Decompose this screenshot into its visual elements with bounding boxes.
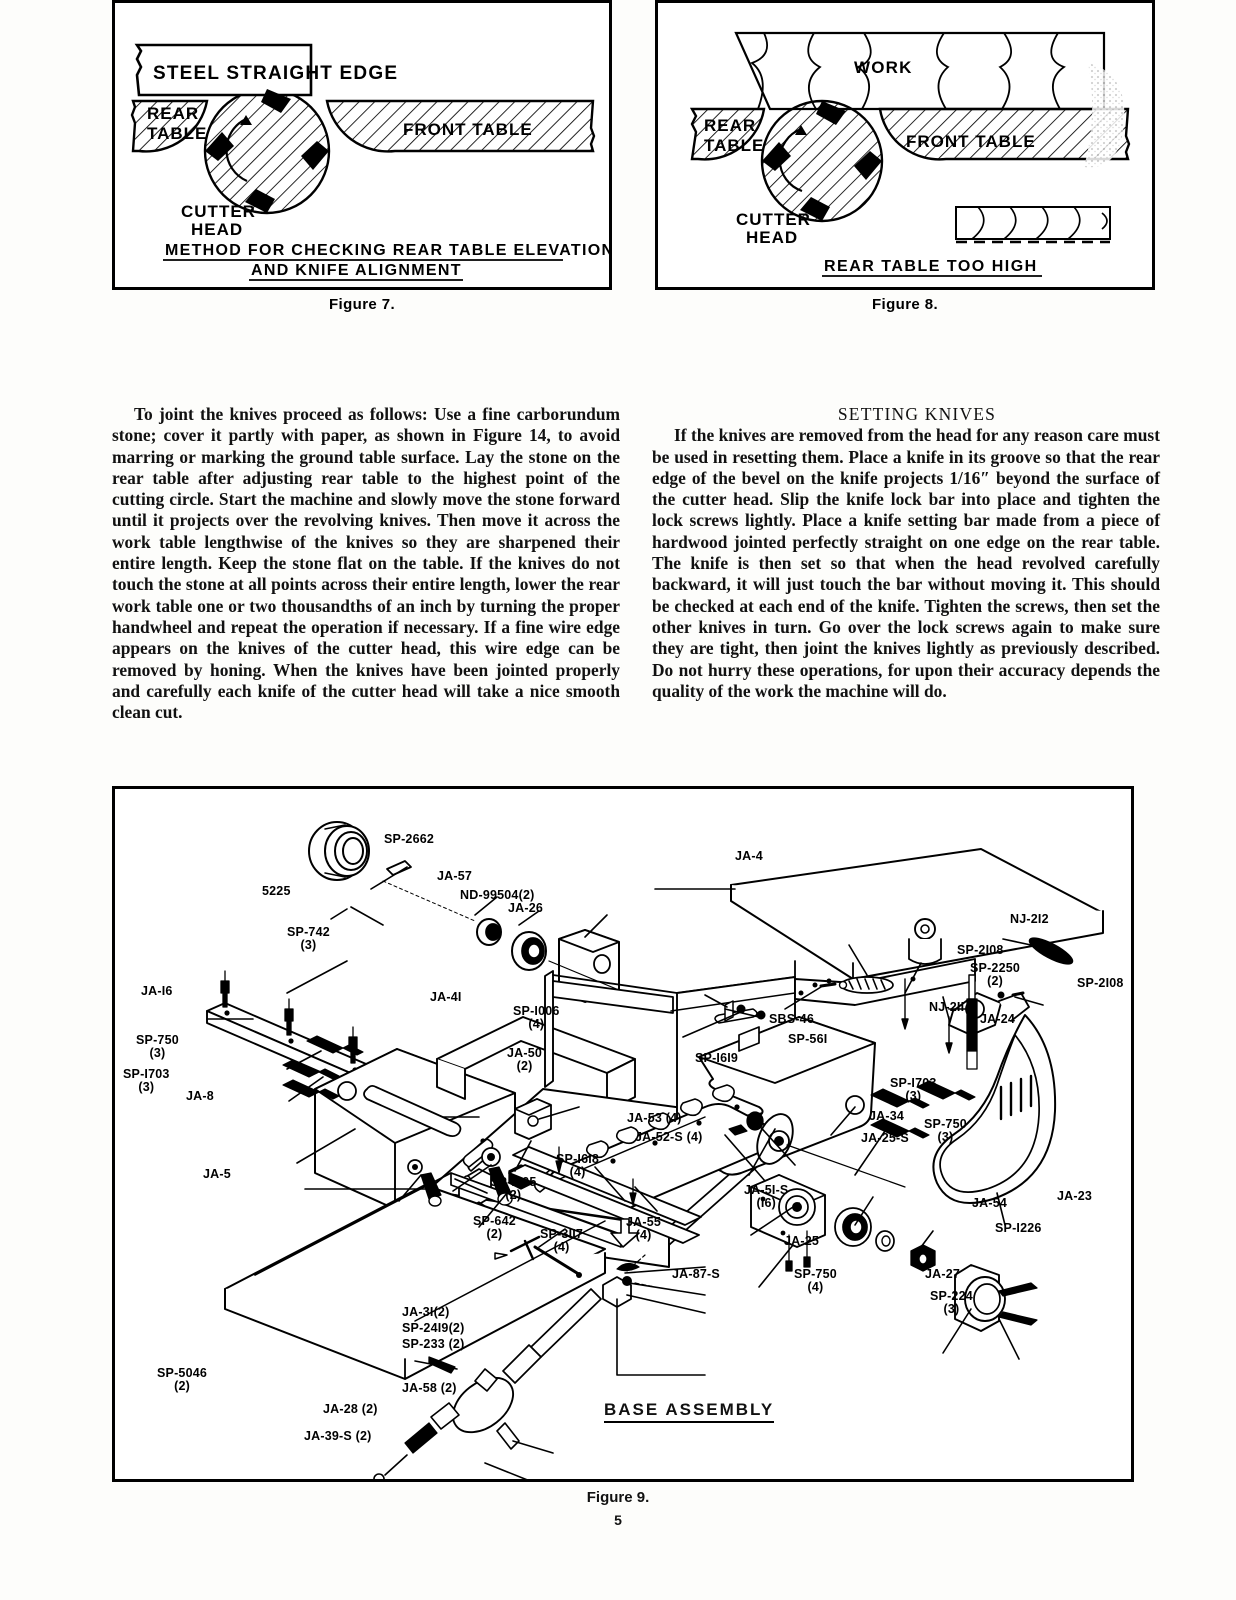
- callout-ja25s: JA-25-S: [861, 1131, 909, 1145]
- callout-sp642-label: SP-642: [473, 1214, 516, 1228]
- callout-sp1619: SP-I6I9: [695, 1051, 739, 1065]
- callout-ja41: JA-4I: [430, 990, 462, 1004]
- left-paragraph: To joint the knives proceed as follows: Use a fine carborundum stone; cover it partly with paper, as shown in Figure 14, to avoid marring or marking the ground table surface. Lay the stone on the rear table after adjusting rear table to the highest point of the cutting circle. Start the machine and slowly move the stone forward until it projects over the revolving knives. Then move it across the work table lengthwise of the knives so they are sharpened their entire length. Keep the stone flat on the table. If the knives do not touch the stone at all points across their entire length, lower the rear work table one or two thousandths of an inch by turning the proper handwheel and repeat the operation if necessary. If a fine wire edge appears on the knives of the cutter head, this wire edge can be removed by honing. When the knives have been jointed properly and carefully each knife of the cutter head will take a nice smooth clean cut.: [112, 404, 620, 723]
- fig7-cutter-head-label-1: CUTTER: [181, 202, 256, 221]
- fig7-cutter-head-label-2: HEAD: [191, 220, 244, 239]
- callout-sp1703-right: [890, 1077, 937, 1102]
- setting-knives-heading: SETTING KNIVES: [837, 404, 997, 424]
- fig7-rear-table-label-1: REAR: [147, 104, 200, 123]
- fig7-rear-table-label-2: TABLE: [147, 124, 208, 143]
- callout-sp1006-label: SP-I006: [513, 1004, 560, 1018]
- callout-sp1703-left-label: SP-I703: [123, 1067, 170, 1081]
- callout-sp1703-right-qty: (3): [905, 1088, 922, 1103]
- callout-sp3117-label: SP-3II7: [540, 1227, 584, 1241]
- callout-sp1703-right-label: SP-I703: [890, 1076, 937, 1090]
- callout-sp1006: [513, 1005, 560, 1030]
- callout-ja4: JA-4: [735, 849, 763, 863]
- figure-8: [655, 0, 1155, 290]
- callout-sp750-right-qty: (3): [937, 1129, 954, 1144]
- callout-sp1703-left: [123, 1068, 170, 1093]
- callout-sp5046: [157, 1367, 207, 1392]
- callout-sp642-qty: (2): [486, 1226, 503, 1241]
- callout-ja8: JA-8: [186, 1089, 214, 1103]
- callout-ja26: JA-26: [508, 901, 544, 915]
- callout-sp5046-qty: (2): [174, 1378, 190, 1393]
- callout-sp224-qty: (3): [943, 1301, 960, 1316]
- callout-5225: 5225: [262, 884, 291, 898]
- callout-ja55-qty: (4): [635, 1227, 652, 1242]
- part-5225-pulley: [309, 822, 369, 880]
- callout-sp750-ja25-qty: (4): [807, 1279, 824, 1294]
- callout-ja27: JA-27: [925, 1267, 961, 1281]
- fig8-cutter-head-label-1: CUTTER: [736, 210, 811, 229]
- fig8-rear-table-label-2: TABLE: [704, 136, 765, 155]
- callout-sp2250-qty: (2): [987, 973, 1003, 988]
- callout-sp642: [473, 1215, 516, 1240]
- figure-7-caption: Figure 7.: [328, 296, 396, 313]
- part-ja25-bearing-stack: [835, 1208, 935, 1271]
- callout-sp742: [287, 926, 330, 951]
- callout-nj212: NJ-2I2: [1010, 912, 1049, 926]
- part-sp2108-right-pin: [1013, 993, 1023, 995]
- callout-sp3117-qty: (4): [553, 1239, 570, 1254]
- part-ja24-rod: [967, 975, 977, 1069]
- callout-sp2108-a: SP-2I08: [957, 943, 1004, 957]
- body-right-column: [652, 404, 1160, 702]
- callout-ja54: JA-54: [972, 1196, 1008, 1210]
- callout-ja50: [507, 1047, 542, 1072]
- callout-sp750-ja25-label: SP-750: [794, 1267, 837, 1281]
- figure-7: [112, 0, 612, 290]
- callout-sp2419: SP-24I9(2): [402, 1321, 465, 1335]
- callout-sp233: SP-233 (2): [402, 1337, 465, 1351]
- callout-sbs46: SBS-46: [769, 1012, 814, 1026]
- callout-sp561: SP-56I: [788, 1032, 828, 1046]
- page-number: 5: [614, 1512, 622, 1528]
- fig8-title: REAR TABLE TOO HIGH: [824, 258, 1038, 275]
- right-paragraph: If the knives are removed from the head for any reason care must be used in resetting them. Place a knife in its groove so that the rear edge of the bevel on the knife projects 1/16″ beyond the surface of the cutter head. Slip the knife lock bar into place and tighten the lock screws lightly. Place a knife setting bar made from a piece of hardwood jointed perfectly straight on one edge on the rear table. The knife is then set so that when the head revolved carefully backward, it will just touch the bar without moving it. This should be checked at each end of the knife. Tighten the screws, then set the other knives in turn. Go over the lock screws again to make sure they are tight, then joint the knives lightly as previously described. Do not hurry these operations, for upon their accuracy depends the quality of the work the machine will do.: [652, 425, 1160, 701]
- callout-ja55-label: JA-55: [626, 1215, 662, 1229]
- callout-ja50-label: JA-50: [507, 1046, 543, 1060]
- callout-ja23: JA-23: [1057, 1189, 1093, 1203]
- callout-ja39s: JA-39-S (2): [304, 1429, 372, 1443]
- callout-sp1605: [490, 1176, 537, 1201]
- callout-sp224-label: SP-224: [930, 1289, 973, 1303]
- figure-8-drawing: [658, 3, 1152, 287]
- callout-ja51s-qty: (I6): [756, 1195, 777, 1210]
- callout-ja87s: JA-87-S: [672, 1267, 720, 1281]
- callout-sp750-left-label: SP-750: [136, 1033, 179, 1047]
- callout-ja57: JA-57: [437, 869, 473, 883]
- fig7-title-line1: METHOD FOR CHECKING REAR TABLE ELEVATION: [165, 242, 609, 259]
- fig7-straight-edge-label: STEEL STRAIGHT EDGE: [153, 63, 399, 84]
- callout-sp2662: SP-2662: [384, 832, 435, 846]
- callout-nj211: NJ-2II: [929, 1000, 965, 1014]
- callout-ja24: JA-24: [980, 1012, 1016, 1026]
- callout-sp2250-label: SP-2250: [970, 961, 1021, 975]
- callout-sp2250: [970, 962, 1020, 987]
- callout-sp1605-label: SP-I605: [490, 1175, 537, 1189]
- callout-ja50-qty: (2): [516, 1058, 533, 1073]
- part-sp2662-key: [387, 861, 411, 875]
- figure-8-caption: Figure 8.: [871, 296, 939, 313]
- callout-ja16: JA-I6: [141, 984, 173, 998]
- part-nd99504-bearing: [512, 932, 546, 970]
- callout-ja25: JA-25: [784, 1234, 820, 1248]
- callout-ja51s: [744, 1184, 788, 1209]
- callout-sp1605-qty: (2): [505, 1187, 522, 1202]
- callout-ja5: JA-5: [203, 1167, 231, 1181]
- callout-sp1226: SP-I226: [995, 1221, 1042, 1235]
- callout-sp2108-b: SP-2I08: [1077, 976, 1124, 990]
- callout-ja31: JA-3I(2): [402, 1305, 450, 1319]
- callout-sp1618-qty: (4): [569, 1164, 586, 1179]
- base-assembly-title: BASE ASSEMBLY: [604, 1400, 774, 1423]
- fig8-work-label: WORK: [854, 58, 913, 77]
- fig7-title-line2: AND KNIFE ALIGNMENT: [251, 262, 462, 279]
- part-ja57-collar: [477, 919, 501, 945]
- fig8-front-table-label: FRONT TABLE: [906, 132, 1036, 151]
- callout-sp750-left-qty: (3): [149, 1045, 166, 1060]
- callout-sp3117: [540, 1228, 583, 1253]
- part-sp561-pin: [757, 1011, 766, 1020]
- callout-ja52s: JA-52-S (4): [635, 1130, 703, 1144]
- callout-ja34: JA-34: [869, 1109, 905, 1123]
- callout-sp1618-label: SP-I6I8: [556, 1152, 600, 1166]
- body-left-column: [112, 404, 620, 723]
- callout-ja53: JA-53 (4): [627, 1111, 682, 1125]
- callout-ja58: JA-58 (2): [402, 1381, 457, 1395]
- figure-9-caption: Figure 9.: [586, 1489, 650, 1506]
- figure-7-drawing: [115, 3, 609, 287]
- fig7-front-table-label: FRONT TABLE: [403, 120, 533, 139]
- callout-ja28: JA-28 (2): [323, 1402, 378, 1416]
- callout-ja55: [626, 1216, 661, 1241]
- callout-sp750-right-label: SP-750: [924, 1117, 967, 1131]
- callout-ja51s-label: JA-5I-S: [744, 1183, 789, 1197]
- callout-sp742-label: SP-742: [287, 925, 330, 939]
- callout-nd99504: ND-99504(2): [460, 888, 535, 902]
- callout-sp750-right: [924, 1118, 967, 1143]
- callout-sp1006-qty: (4): [528, 1016, 545, 1031]
- callout-sp5046-label: SP-5046: [157, 1366, 208, 1380]
- callout-sp224: [930, 1290, 973, 1315]
- callout-sp750-left: [136, 1034, 179, 1059]
- callout-sp1618: [556, 1153, 599, 1178]
- callout-sp742-qty: (3): [300, 937, 317, 952]
- fig8-cutter-head-label-2: HEAD: [746, 228, 799, 247]
- callout-sp750-ja25: [794, 1268, 837, 1293]
- callout-sp1703-left-qty: (3): [138, 1079, 155, 1094]
- fig8-rear-table-label-1: REAR: [704, 116, 757, 135]
